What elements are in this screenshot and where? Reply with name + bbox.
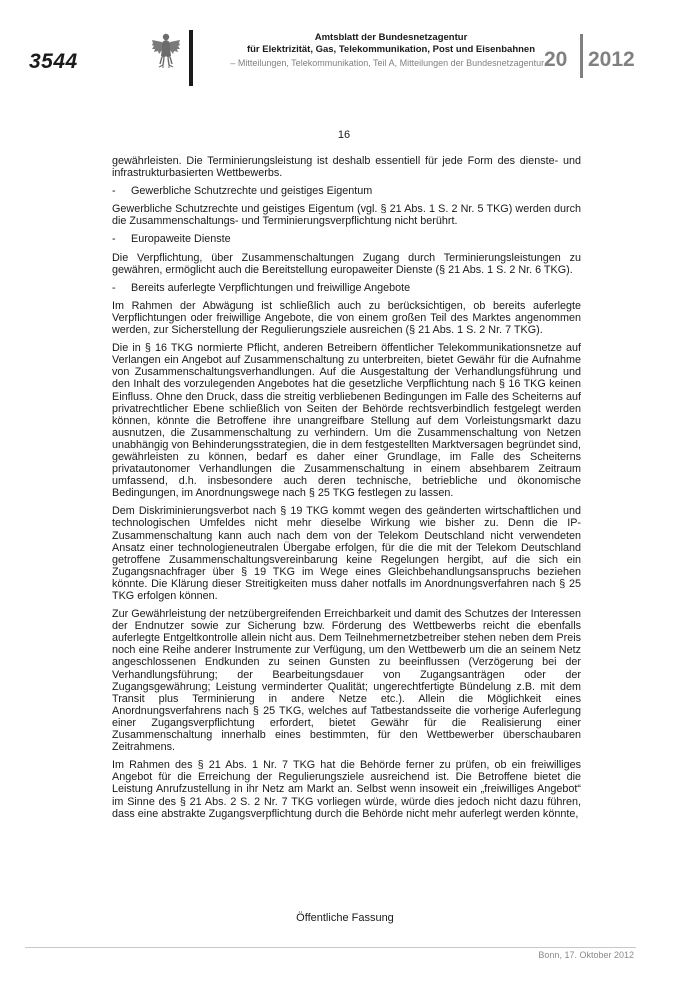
page-number: 3544 xyxy=(29,50,78,73)
bullet-dash: - xyxy=(112,185,116,198)
paragraph: Im Rahmen des § 21 Abs. 1 Nr. 7 TKG hat die Behörde ferner zu prüfen, ob ein freiwilliges Angebot für die Erreichung der Regulierungsziele ausreichend ist. Die Betroffene bietet die Leistung Anrufzustellung in ihr Netz am Markt an. Selbst wenn insoweit ein „freiwilliges Angebot“ im Sinne des § 21 Abs. 2 S. 2 Nr. 7 TKG vorliegen würde, würde dies jedoch nicht dazu führen, dass eine abstrakte Zugangsverpflichtung durch die Behörde nicht mehr auferlegt werden könnte, xyxy=(112,759,581,820)
footer-date: Bonn, 17. Oktober 2012 xyxy=(538,950,634,960)
bullet-text: Europaweite Dienste xyxy=(131,233,231,246)
bullet-text: Gewerbliche Schutzrechte und geistiges Eigentum xyxy=(131,185,373,198)
paragraph: Zur Gewährleistung der netzübergreifenden Erreichbarkeit und damit des Schutzes der Interessen der Endnutzer sowie zur Sicherung bzw. Förderung des Wettbewerbs reicht die ebenfalls auferlegte Entgeltkontrolle allein nicht aus. Dem Teilnehmernetzbetreiber stehen neben dem Preis noch eine Reihe anderer Instrumente zur Verfügung, um den Wettbewerb um die an seinem Netz angeschlossenen Endkunden zu seinen Gunsten zu beeinflussen (Verzögerung bei der Verhandlungsführung; der Bearbeitungsdauer von Zugangsanträgen oder der Zugangsgewährung; Leistung verminderter Qualität; ungerechtfertigte Bündelung z.B. mit dem Transit plus Terminierung in andere Netze etc.). Allein die Möglichkeit eines Anordnungsverfahrens nach § 25 TKG, welches auf Tatbestandsseite die vorherige Auferlegung einer Zugangsverpflichtung erfordert, bietet Gewähr für die Realisierung einer Zusammenschaltung innerhalb eines bestimmten, für den Wettbewerber überschaubaren Zeitrahmens. xyxy=(112,608,581,754)
paragraph: gewährleisten. Die Terminierungsleistung ist deshalb essentiell für jede Form des dienste- und infrastrukturbasierten Wettbewerbs. xyxy=(112,155,581,180)
document-page-number: 16 xyxy=(337,129,351,141)
bullet-dash: - xyxy=(112,281,116,294)
journal-title-line1: Amtsblatt der Bundesnetzagentur xyxy=(314,32,468,43)
footer-divider xyxy=(25,947,636,948)
paragraph: Gewerbliche Schutzrechte und geistiges Eigentum (vgl. § 21 Abs. 1 S. 2 Nr. 5 TKG) werden durch die Zusammenschaltungs- und Terminierungsverpflichtung nicht berührt. xyxy=(112,203,581,228)
journal-title xyxy=(196,32,586,56)
issue-divider xyxy=(580,34,583,78)
header-divider xyxy=(189,30,193,86)
bullet-text: Bereits auferlegte Verpflichtungen und freiwillige Angebote xyxy=(131,281,411,294)
journal-title-line2: für Elektrizität, Gas, Telekommunikation, Post und Eisenbahnen xyxy=(246,44,536,55)
bullet-dash: - xyxy=(112,233,116,246)
bullet-item xyxy=(112,282,581,294)
document-body xyxy=(112,155,581,826)
issue-year: 2012 xyxy=(588,48,635,71)
federal-eagle-icon xyxy=(151,32,181,68)
paragraph: Die in § 16 TKG normierte Pflicht, anderen Betreibern öffentlicher Telekommunikationsnetze auf Verlangen ein Angebot auf Zusammenschaltung zu unterbreiten, bietet Gewähr für die Aufnahme von Zusammenschaltungsverhandlungen. Auf die Ausgestaltung der Verhandlungsführung und den Inhalt des vorzulegenden Angebotes hat die gesetzliche Verpflichtung nach § 16 TKG keinen Einfluss. Ohne den Druck, dass die streitig verbliebenen Bedingungen im Falle des Scheiterns auf privatrechtlicher Ebene schließlich von Seiten der Behörde rechtsverbindlich festgelegt werden können, könnte die Betroffene ihre unangreifbare Stellung auf dem Vorleistungsmarkt dazu ausnutzen, die Zusammenschaltung zu verhindern. Um die Zusammenschaltung von Netzen unabhängig von Behinderungsstrategien, die in dem festgestellten Marktversagen begründet sind, gewährleisten zu können, bedarf es daher einer Grundlage, im Falle des Scheiterns privatautonomer Verhandlungen die Zusammenschaltung in einem absehbarem Zeitraum umfassend, d.h. insbesondere auch deren technische, betriebliche und ökonomische Bedingungen, im Anordnungswege nach § 25 TKG festlegen zu lassen. xyxy=(112,342,581,500)
bullet-item xyxy=(112,233,581,245)
journal-subtitle: – Mitteilungen, Telekommunikation, Teil A, Mitteilungen der Bundesnetzagentur – xyxy=(230,58,552,68)
paragraph: Dem Diskriminierungsverbot nach § 19 TKG kommt wegen des geänderten wirtschaftlichen und technologischen Umfeldes nicht mehr dieselbe Wirkung wie bisher zu. Denn die IP-Zusammenschaltung kann auch nach dem von der Telekom Deutschland nicht verwendeten Ansatz einer technologieneutralen Übergabe erfolgen, für die die mit der Telekom Deutschland getroffene Zusammenschaltungsvereinbarung keine Regelungen hergibt, auf die sich ein Zugangsnachfrager über § 19 TKG im Wege eines Gleichbehandlungsanspruchs beziehen könnte. Die Klärung dieser Streitigkeiten muss daher notfalls im Anordnungsverfahren nach § 25 TKG erfolgen können. xyxy=(112,505,581,602)
public-version-label: Öffentliche Fassung xyxy=(296,912,394,924)
paragraph: Die Verpflichtung, über Zusammenschaltungen Zugang durch Terminierungsleistungen zu gewähren, ermöglicht auch die Bereitstellung europaweiter Dienste (§ 21 Abs. 1 S. 2 Nr. 6 TKG). xyxy=(112,251,581,276)
bullet-item xyxy=(112,185,581,197)
issue-number: 20 xyxy=(544,48,568,71)
paragraph: Im Rahmen der Abwägung ist schließlich auch zu berücksichtigen, ob bereits auferlegte Verpflichtungen oder freiwillige Angebote, die von einem großen Teil des Marktes angenommen werden, zur Sicherstellung der Regulierungsziele ausreichen (§ 21 Abs. 1 S. 2 Nr. 7 TKG). xyxy=(112,299,581,337)
